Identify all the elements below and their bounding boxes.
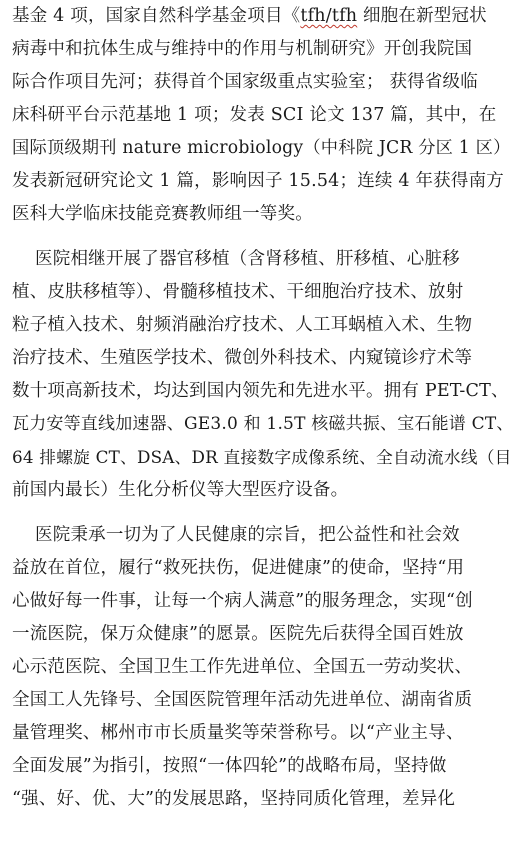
paragraph-3-line-4: 一流医院，保万众健康”的愿景。医院先后获得全国百姓放 <box>12 624 464 644</box>
paragraph-3-line-3: 心做好每一件事，让每一个病人满意”的服务理念，实现“创 <box>12 591 473 611</box>
paragraph-1-line-5: 国际顶级期刊 nature microbiology（中科院 JCR 分区 1 区） <box>12 138 511 158</box>
paragraph-2-line-1: 医院相继开展了器官移植（含肾移植、肝移植、心脏移 <box>12 249 460 269</box>
paragraph-3-line-8: 全面发展”为指引，按照“一体四轮”的战略布局，坚持做 <box>12 756 447 776</box>
text-segment: 细胞在新型冠状 <box>357 6 487 26</box>
paragraph-1-line-6: 发表新冠研究论文 1 篇，影响因子 15.54；连续 4 年获得南方 <box>12 171 504 191</box>
paragraph-2-line-7: 64 排螺旋 CT、DSA、DR 直接数字成像系统、全自动流水线（目 <box>12 447 512 467</box>
paragraph-3-line-6: 全国工人先锋号、全国医院管理年活动先进单位、湖南省质 <box>12 690 473 710</box>
paragraph-3-line-2: 益放在首位，履行“救死扶伤，促进健康”的使命，坚持“用 <box>12 558 465 578</box>
paragraph-3-line-5: 心示范医院、全国卫生工作先进单位、全国五一劳动奖状、 <box>12 657 473 677</box>
paragraph-1-line-4: 床科研平台示范基地 1 项；发表 SCI 论文 137 篇，其中，在 <box>12 105 497 125</box>
paragraph-3-line-7: 量管理奖、郴州市市长质量奖等荣誉称号。以“产业主导、 <box>12 723 464 743</box>
paragraph-2-line-8: 前国内最长）生化分析仪等大型医疗设备。 <box>12 480 349 500</box>
spellcheck-flagged-text: tfh/tfh <box>300 6 358 26</box>
paragraph-2-line-3: 粒子植入技术、射频消融治疗技术、人工耳蜗植入术、生物 <box>12 315 473 335</box>
paragraph-2-line-5: 数十项高新技术，均达到国内领先和先进水平。拥有 PET-CT、 <box>12 381 509 401</box>
paragraph-2-line-6: 瓦力安等直线加速器、GE3.0 和 1.5T 核磁共振、宝石能谱 CT、 <box>12 414 514 434</box>
paragraph-1-line-1 <box>12 4 487 28</box>
paragraph-2-line-2: 植、皮肤移植等）、骨髓移植技术、干细胞治疗技术、放射 <box>12 282 464 302</box>
paragraph-3-line-9: “强、好、优、大”的发展思路，坚持同质化管理，差异化 <box>12 789 456 809</box>
text-segment: 基金 4 项，国家自然科学基金项目《 <box>12 6 301 26</box>
paragraph-3-line-1: 医院秉承一切为了人民健康的宗旨，把公益性和社会效 <box>12 525 460 545</box>
paragraph-1-line-2: 病毒中和抗体生成与维持中的作用与机制研究》开创我院国 <box>12 39 473 59</box>
paragraph-2-line-4: 治疗技术、生殖医学技术、微创外科技术、内窥镜诊疗术等 <box>12 348 473 368</box>
paragraph-1-line-3: 际合作项目先河；获得首个国家级重点实验室； 获得省级临 <box>12 72 478 92</box>
paragraph-1-line-7: 医科大学临床技能竞赛教师组一等奖。 <box>12 204 313 224</box>
